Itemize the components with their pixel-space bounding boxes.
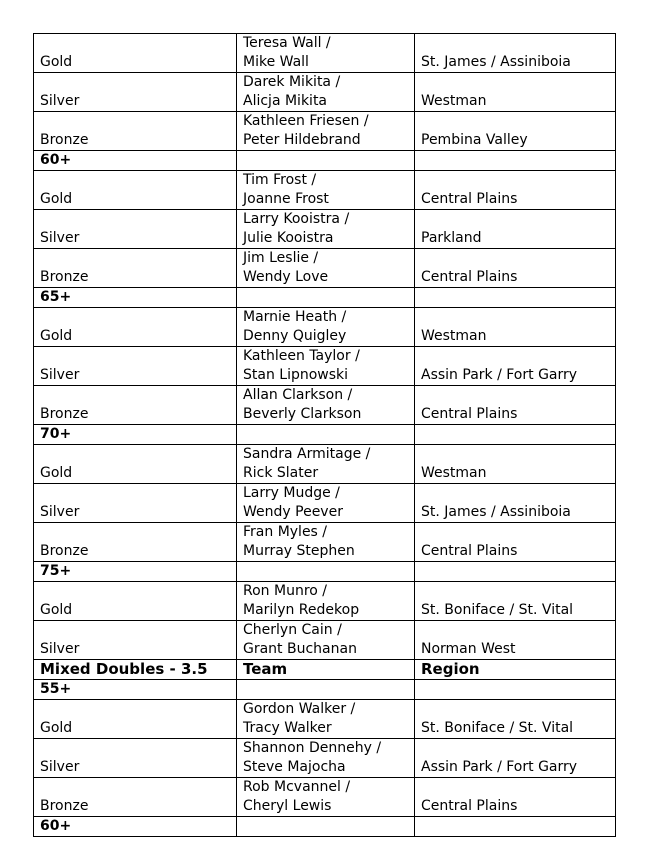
medal-cell: Bronze — [34, 386, 237, 425]
medal-cell: Gold — [34, 700, 237, 739]
region-cell: Westman — [415, 73, 616, 112]
team-cell — [237, 386, 415, 425]
region-cell: St. James / Assiniboia — [415, 34, 616, 73]
team-cell — [237, 308, 415, 347]
team-member-line: Steve Majocha — [243, 759, 346, 775]
medal-cell: Bronze — [34, 523, 237, 562]
team-member-line: Marilyn Redekop — [243, 602, 360, 618]
team-cell — [237, 34, 415, 73]
team-member-line: Mike Wall — [243, 54, 309, 70]
team-cell — [237, 739, 415, 778]
empty-cell — [415, 288, 616, 308]
team-cell — [237, 445, 415, 484]
team-member-line: Larry Kooistra / — [243, 211, 350, 227]
region-cell: Parkland — [415, 210, 616, 249]
team-member-line: Denny Quigley — [243, 328, 347, 344]
team-member-line: Tracy Walker — [243, 720, 332, 736]
medal-cell: Bronze — [34, 778, 237, 817]
team-cell — [237, 347, 415, 386]
medal-cell: Silver — [34, 73, 237, 112]
medal-row — [34, 171, 616, 210]
team-member-line: Teresa Wall / — [243, 35, 331, 51]
age-group-row — [34, 817, 616, 837]
team-cell — [237, 778, 415, 817]
medal-row — [34, 34, 616, 73]
team-member-line: Rob Mcvannel / — [243, 779, 351, 795]
region-cell: St. Boniface / St. Vital — [415, 582, 616, 621]
empty-cell — [415, 562, 616, 582]
team-cell — [237, 700, 415, 739]
region-cell: Westman — [415, 308, 616, 347]
region-cell: Central Plains — [415, 523, 616, 562]
team-member-line: Darek Mikita / — [243, 74, 341, 90]
medal-row — [34, 523, 616, 562]
medal-cell: Silver — [34, 739, 237, 778]
region-column-heading: Region — [415, 660, 616, 680]
medal-row — [34, 739, 616, 778]
team-member-line: Fran Myles / — [243, 524, 328, 540]
region-cell: Assin Park / Fort Garry — [415, 347, 616, 386]
team-member-line: Cherlyn Cain / — [243, 622, 342, 638]
team-cell — [237, 249, 415, 288]
region-cell: Assin Park / Fort Garry — [415, 739, 616, 778]
region-cell: St. Boniface / St. Vital — [415, 700, 616, 739]
medal-row — [34, 347, 616, 386]
empty-cell — [415, 817, 616, 837]
medal-cell: Gold — [34, 308, 237, 347]
region-cell: Central Plains — [415, 171, 616, 210]
medal-row — [34, 700, 616, 739]
medal-row — [34, 210, 616, 249]
medal-cell: Silver — [34, 484, 237, 523]
empty-cell — [237, 562, 415, 582]
medal-cell: Silver — [34, 210, 237, 249]
team-member-line: Allan Clarkson / — [243, 387, 353, 403]
team-member-line: Sandra Armitage / — [243, 446, 371, 462]
medal-cell: Bronze — [34, 249, 237, 288]
empty-cell — [415, 680, 616, 700]
team-member-line: Shannon Dennehy / — [243, 740, 382, 756]
team-member-line: Murray Stephen — [243, 543, 355, 559]
medal-cell: Gold — [34, 34, 237, 73]
team-cell — [237, 484, 415, 523]
medal-row — [34, 249, 616, 288]
region-cell: Central Plains — [415, 386, 616, 425]
age-group-row — [34, 288, 616, 308]
team-member-line: Marnie Heath / — [243, 309, 347, 325]
team-cell — [237, 171, 415, 210]
team-member-line: Larry Mudge / — [243, 485, 340, 501]
medal-row — [34, 386, 616, 425]
team-cell — [237, 210, 415, 249]
team-member-line: Beverly Clarkson — [243, 406, 362, 422]
age-group-label: 70+ — [34, 425, 237, 445]
region-cell: Westman — [415, 445, 616, 484]
age-group-label: 75+ — [34, 562, 237, 582]
medal-row — [34, 308, 616, 347]
section-header-row — [34, 660, 616, 680]
empty-cell — [237, 680, 415, 700]
team-member-line: Wendy Love — [243, 269, 329, 285]
team-column-heading: Team — [237, 660, 415, 680]
medal-row — [34, 484, 616, 523]
empty-cell — [415, 425, 616, 445]
age-group-row — [34, 425, 616, 445]
results-table — [33, 33, 616, 837]
empty-cell — [237, 288, 415, 308]
team-member-line: Jim Leslie / — [243, 250, 319, 266]
team-member-line: Gordon Walker / — [243, 701, 356, 717]
team-member-line: Kathleen Taylor / — [243, 348, 360, 364]
team-member-line: Peter Hildebrand — [243, 132, 361, 148]
team-cell — [237, 621, 415, 660]
empty-cell — [237, 817, 415, 837]
age-group-label: 60+ — [34, 817, 237, 837]
team-member-line: Ron Munro / — [243, 583, 327, 599]
age-group-row — [34, 151, 616, 171]
team-member-line: Grant Buchanan — [243, 641, 357, 657]
medal-row — [34, 621, 616, 660]
team-member-line: Rick Slater — [243, 465, 319, 481]
team-member-line: Cheryl Lewis — [243, 798, 332, 814]
medal-row — [34, 778, 616, 817]
team-member-line: Julie Kooistra — [243, 230, 334, 246]
medal-row — [34, 112, 616, 151]
results-body — [34, 34, 616, 837]
medal-row — [34, 582, 616, 621]
team-member-line: Joanne Frost — [243, 191, 329, 207]
team-member-line: Alicja Mikita — [243, 93, 328, 109]
team-cell — [237, 112, 415, 151]
region-cell: St. James / Assiniboia — [415, 484, 616, 523]
team-cell — [237, 582, 415, 621]
medal-cell: Gold — [34, 445, 237, 484]
region-cell: Pembina Valley — [415, 112, 616, 151]
empty-cell — [237, 151, 415, 171]
age-group-label: 65+ — [34, 288, 237, 308]
empty-cell — [415, 151, 616, 171]
region-cell: Norman West — [415, 621, 616, 660]
team-member-line: Kathleen Friesen / — [243, 113, 369, 129]
medal-cell: Gold — [34, 582, 237, 621]
age-group-label: 60+ — [34, 151, 237, 171]
team-member-line: Stan Lipnowski — [243, 367, 349, 383]
region-cell: Central Plains — [415, 778, 616, 817]
medal-cell: Gold — [34, 171, 237, 210]
age-group-row — [34, 680, 616, 700]
age-group-row — [34, 562, 616, 582]
team-member-line: Tim Frost / — [243, 172, 317, 188]
team-cell — [237, 73, 415, 112]
event-heading: Mixed Doubles - 3.5 — [34, 660, 237, 680]
medal-cell: Silver — [34, 347, 237, 386]
team-member-line: Wendy Peever — [243, 504, 343, 520]
empty-cell — [237, 425, 415, 445]
region-cell: Central Plains — [415, 249, 616, 288]
medal-row — [34, 445, 616, 484]
team-cell — [237, 523, 415, 562]
medal-row — [34, 73, 616, 112]
medal-cell: Bronze — [34, 112, 237, 151]
age-group-label: 55+ — [34, 680, 237, 700]
medal-cell: Silver — [34, 621, 237, 660]
